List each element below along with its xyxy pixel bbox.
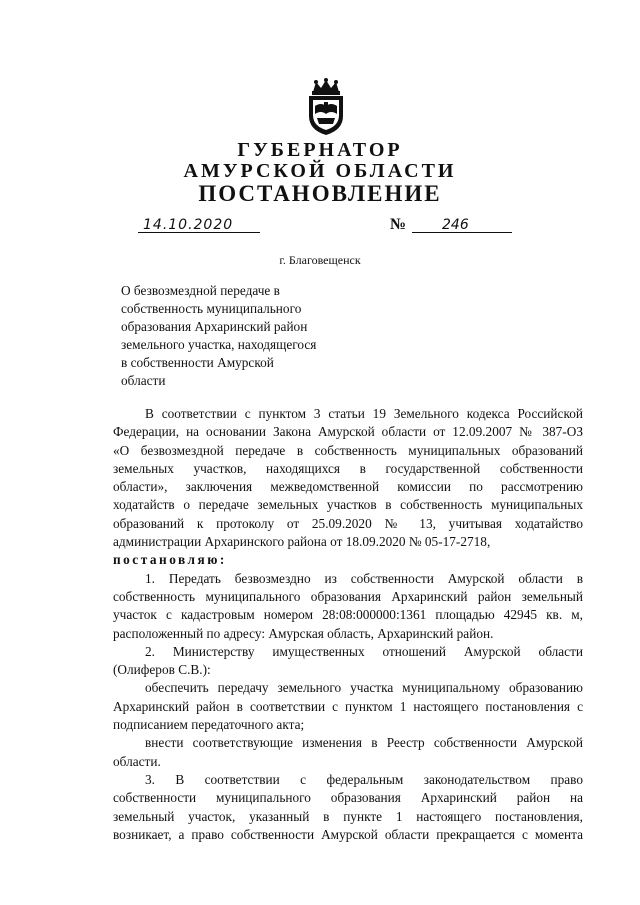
item1-line: собственность муниципального образования Архаринский район земельный bbox=[113, 588, 583, 604]
document-subject bbox=[121, 282, 361, 390]
item1-line: 1. Передать безвозмездно из собственности Амурской области в bbox=[145, 570, 583, 586]
item2b-line: внести соответствующие изменения в Реестр собственности Амурской bbox=[145, 735, 583, 751]
item3-line: 3. В соответствии с федеральным законодательством право bbox=[145, 771, 583, 787]
item3-line: возникает, а право собственности Амурской области прекращается с момента bbox=[113, 826, 583, 842]
item2a-line: Архаринский район в соответствии с пунктом 1 настоящего постановления с bbox=[113, 698, 583, 714]
item1-line: участок с кадастровым номером 28:08:000000:1361 площадью 42945 кв. м, bbox=[113, 607, 583, 623]
governor-title: ГУБЕРНАТОР bbox=[237, 139, 403, 161]
item2-line: 2. Министерству имущественных отношений Амурской области bbox=[145, 643, 583, 659]
item3-line: земельный участок, указанный в пункте 1 настоящего постановления, bbox=[113, 808, 583, 824]
preamble-line: земельных участков, находящихся в государственной собственности bbox=[113, 460, 583, 476]
subject-line: образования Архаринский район bbox=[121, 319, 308, 334]
preamble-line: области», заключения межведомственной комиссии по рассмотрению bbox=[113, 479, 583, 495]
number-sign: № bbox=[390, 216, 407, 233]
preamble-line: В соответствии с пунктом 3 статьи 19 Земельного кодекса Российской bbox=[145, 406, 583, 421]
subject-line: земельного участка, находящегося bbox=[121, 337, 317, 352]
item2a-line: подписанием передаточного акта; bbox=[113, 717, 305, 733]
resolve-word: постановляю: bbox=[113, 552, 227, 568]
document-type: ПОСТАНОВЛЕНИЕ bbox=[198, 181, 442, 206]
item1-line: расположенный по адресу: Амурская область, Архаринский район. bbox=[113, 625, 494, 641]
region-title: АМУРСКОЙ ОБЛАСТИ bbox=[183, 160, 457, 182]
subject-line: в собственности Амурской bbox=[121, 355, 274, 370]
item2b-line: области. bbox=[113, 753, 161, 769]
document-body bbox=[113, 405, 583, 844]
preamble-line: «О безвозмездной передаче в собственность муниципальных образований bbox=[113, 442, 583, 458]
coat-of-arms-icon bbox=[303, 78, 349, 136]
item3-line: собственности муниципального образования Архаринский район на bbox=[113, 790, 583, 806]
preamble-line: Федерации, на основании Закона Амурской области от 12.09.2007 № 387-ОЗ bbox=[113, 424, 583, 440]
item2-line: (Олиферов С.В.): bbox=[113, 662, 211, 678]
subject-line: собственность муниципального bbox=[121, 301, 302, 316]
preamble-line: образований к протоколу от 25.09.2020 № 13, учитывая ходатайство bbox=[113, 515, 583, 531]
document-date: 14.10.2020 bbox=[143, 217, 234, 233]
item2a-line: обеспечить передачу земельного участка муниципальному образованию bbox=[145, 680, 583, 696]
subject-line: области bbox=[121, 373, 166, 388]
preamble-line: администрации Архаринского района от 18.09.2020 № 05-17-2718, bbox=[113, 534, 491, 550]
city: г. Благовещенск bbox=[279, 253, 361, 267]
preamble-line: ходатайств о передаче земельных участков в собственность муниципальных bbox=[113, 497, 583, 513]
subject-line: О безвозмездной передаче в bbox=[121, 283, 280, 298]
document-number: 246 bbox=[442, 217, 469, 233]
